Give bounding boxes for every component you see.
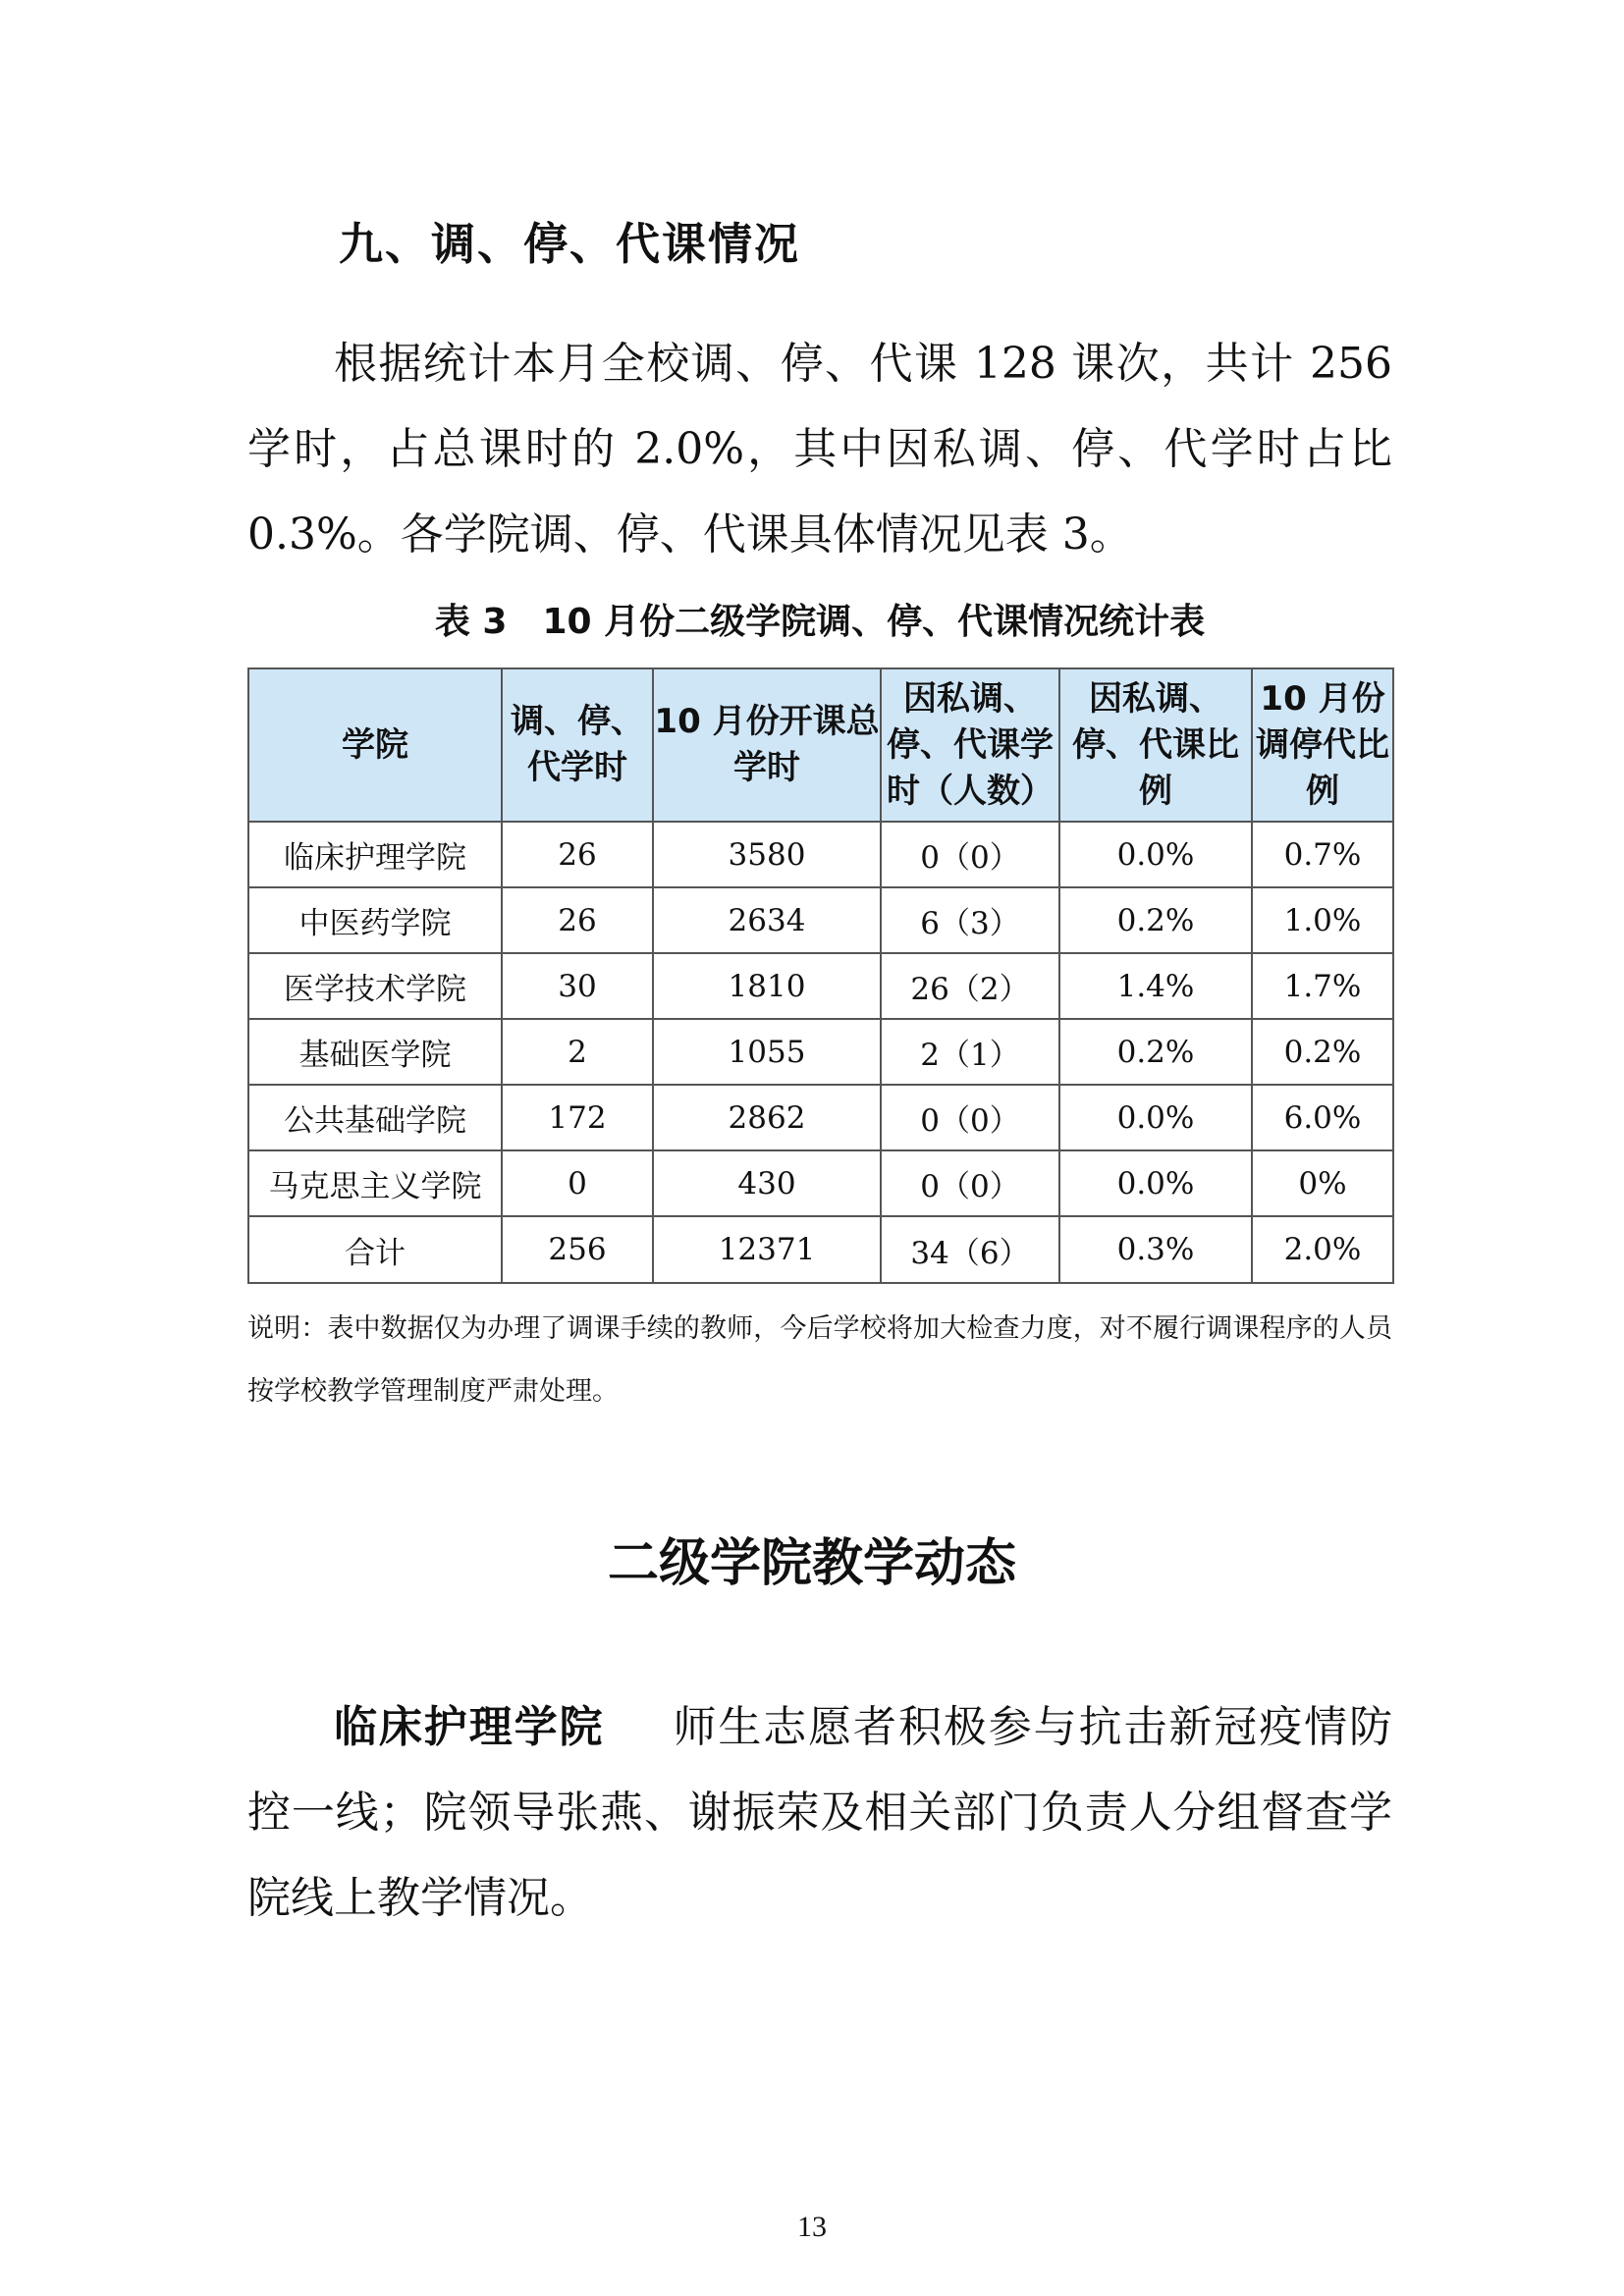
cell-private-ratio: 0.2% [1059,1019,1252,1085]
table-header-row [248,668,1393,822]
cell-total-hours: 2862 [653,1085,881,1150]
cell-private-hours: 26（2） [881,953,1059,1019]
cell-college: 临床护理学院 [248,822,502,887]
cell-total-hours: 12371 [653,1216,881,1283]
summary-paragraph: 根据统计本月全校调、停、代课 128 课次，共计 256 学时，占总课时的 2.0%，其中因私调、停、代学时占比 0.3%。各学院调、停、代课具体情况见表 3。 [247,339,1392,560]
dynamics-text: 师生志愿者积极参与抗击新冠疫情防控一线；院领导张燕、谢振荣及相关部门负责人分组督查学院线上教学情况。 [247,1702,1393,1923]
cell-private-ratio: 0.0% [1059,822,1252,887]
page-number: 13 [797,2211,827,2243]
table-row [248,953,1393,1019]
cell-month-ratio: 1.0% [1252,887,1393,953]
cell-month-ratio: 2.0% [1252,1216,1393,1283]
cell-college: 医学技术学院 [248,953,502,1019]
dynamics-paragraph [247,1684,1392,1941]
header-total-hours: 10 月份开课总学时 [653,668,881,822]
table-row [248,1019,1393,1085]
cell-private-hours: 0（0） [881,822,1059,887]
cell-adjusted-hours: 30 [502,953,653,1019]
cell-adjusted-hours: 26 [502,887,653,953]
table-row [248,822,1393,887]
table-total-row [248,1216,1393,1283]
cell-adjusted-hours: 256 [502,1216,653,1283]
cell-private-ratio: 0.2% [1059,887,1252,953]
cell-private-hours: 0（0） [881,1085,1059,1150]
cell-private-hours: 0（0） [881,1150,1059,1216]
cell-total-hours: 430 [653,1150,881,1216]
cell-college: 基础医学院 [248,1019,502,1085]
section-heading: 九、调、停、代课情况 [339,218,801,270]
cell-private-ratio: 0.3% [1059,1216,1252,1283]
cell-total-hours: 1810 [653,953,881,1019]
cell-month-ratio: 0% [1252,1150,1393,1216]
cell-college: 马克思主义学院 [248,1150,502,1216]
cell-private-ratio: 0.0% [1059,1150,1252,1216]
cell-college: 中医药学院 [248,887,502,953]
cell-private-hours: 34（6） [881,1216,1059,1283]
table-row [248,887,1393,953]
cell-private-hours: 6（3） [881,887,1059,953]
cell-month-ratio: 1.7% [1252,953,1393,1019]
header-adjusted-hours: 调、停、代学时 [502,668,653,822]
header-private-hours: 因私调、停、代课学时（人数） [881,668,1059,822]
page-title: 二级学院教学动态 [607,1534,1016,1593]
cell-adjusted-hours: 2 [502,1019,653,1085]
cell-total-hours: 1055 [653,1019,881,1085]
table-note: 说明：表中数据仅为办理了调课手续的教师，今后学校将加大检查力度，对不履行调课程序的人员按学校教学管理制度严肃处理。 [247,1313,1392,1407]
cell-adjusted-hours: 26 [502,822,653,887]
header-month-ratio: 10 月份调停代比例 [1252,668,1393,822]
cell-private-ratio: 1.4% [1059,953,1252,1019]
cell-adjusted-hours: 0 [502,1150,653,1216]
table-row [248,1085,1393,1150]
cell-month-ratio: 0.7% [1252,822,1393,887]
table-row [248,1150,1393,1216]
cell-adjusted-hours: 172 [502,1085,653,1150]
college-lead-label: 临床护理学院 [334,1702,605,1752]
cell-month-ratio: 0.2% [1252,1019,1393,1085]
cell-college: 合计 [248,1216,502,1283]
cell-total-hours: 3580 [653,822,881,887]
cell-month-ratio: 6.0% [1252,1085,1393,1150]
table-caption: 表 3 10 月份二级学院调、停、代课情况统计表 [434,602,1206,642]
cell-private-ratio: 0.0% [1059,1085,1252,1150]
header-college: 学院 [248,668,502,822]
cell-private-hours: 2（1） [881,1019,1059,1085]
cell-college: 公共基础学院 [248,1085,502,1150]
stats-table [247,667,1394,1284]
header-private-ratio: 因私调、停、代课比例 [1059,668,1252,822]
cell-total-hours: 2634 [653,887,881,953]
